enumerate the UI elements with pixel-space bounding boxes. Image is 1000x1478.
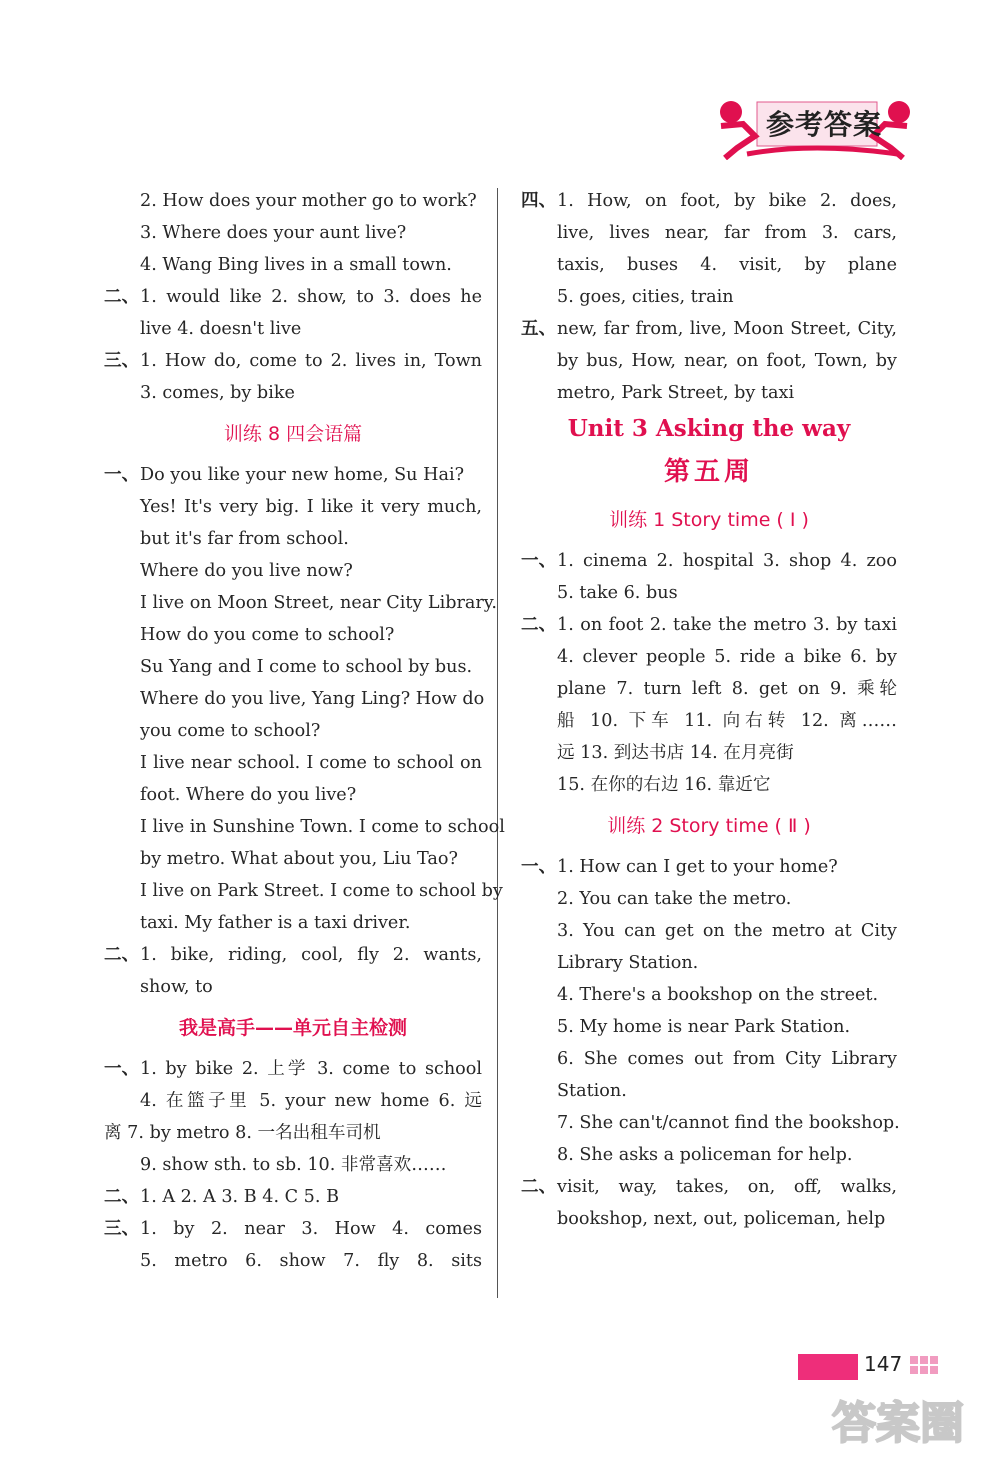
watermark-text: 答案圈	[832, 1398, 964, 1449]
section-marker: 一、	[104, 1058, 140, 1079]
answer-line	[104, 683, 485, 715]
answer-text: Station.	[557, 1081, 627, 1101]
answer-line	[104, 345, 482, 377]
section-heading: 训练 8 四会语篇	[223, 423, 363, 445]
answer-text: plane 7. turn left 8. get on 9. 乘轮	[557, 679, 897, 699]
answer-text: foot. Where do you live?	[140, 785, 357, 805]
answer-text: 4. clever people 5. ride a bike 6. by	[557, 647, 897, 667]
answer-line	[104, 1085, 482, 1117]
page-decoration-square	[930, 1366, 938, 1374]
answer-line	[521, 249, 897, 281]
cartoon-figure-right-icon	[888, 101, 910, 123]
section-marker: 二、	[521, 1176, 557, 1197]
answer-line	[521, 705, 897, 737]
answer-text: 5. take 6. bus	[557, 583, 678, 603]
section-marker: 五、	[521, 318, 557, 339]
answer-text: 1. How, on foot, by bike 2. does,	[557, 191, 897, 211]
answer-text: 1. How do, come to 2. lives in, Town	[140, 351, 482, 371]
answer-text: I live on Moon Street, near City Library.	[140, 593, 497, 613]
answer-line	[521, 979, 897, 1011]
section-marker: 四、	[521, 190, 557, 211]
answer-line	[104, 747, 482, 779]
section-marker: 一、	[521, 550, 557, 571]
answer-text: 1. cinema 2. hospital 3. shop 4. zoo	[557, 551, 897, 571]
answer-text: new, far from, live, Moon Street, City,	[557, 319, 897, 339]
answer-line	[521, 1171, 897, 1203]
answer-line	[521, 641, 897, 673]
section-marker: 一、	[104, 464, 140, 485]
answer-line	[521, 185, 897, 217]
answer-line	[104, 249, 482, 281]
page-decoration-square	[910, 1366, 918, 1374]
answer-line	[521, 883, 897, 915]
unit-title: Unit 3 Asking the way	[567, 415, 851, 442]
answer-line	[521, 577, 897, 609]
answer-text: 1. would like 2. show, to 3. does he	[140, 287, 482, 307]
answer-line	[104, 377, 482, 409]
answer-line	[104, 523, 482, 555]
answer-line	[104, 459, 482, 491]
answer-line	[521, 345, 897, 377]
page-header-title: 参考答案	[766, 108, 883, 141]
answer-line	[104, 1181, 482, 1213]
answer-text: Su Yang and I come to school by bus.	[140, 657, 473, 677]
answer-line	[104, 185, 482, 217]
page-number: 147	[864, 1352, 903, 1376]
answer-line	[104, 587, 497, 619]
answer-line	[104, 939, 482, 971]
answer-text: 4. 在篮子里 5. your new home 6. 远	[140, 1091, 482, 1111]
cartoon-figure-left-icon	[720, 101, 742, 123]
answer-line	[521, 1107, 900, 1139]
page-decoration-square	[930, 1356, 938, 1364]
answer-line	[104, 491, 482, 523]
answer-line	[521, 609, 897, 641]
answer-text: How do you come to school?	[140, 625, 395, 645]
answer-text: metro, Park Street, by taxi	[557, 383, 795, 403]
answer-line	[104, 1245, 482, 1277]
answer-line	[104, 1213, 482, 1245]
left-column	[104, 185, 505, 1277]
answer-line	[104, 555, 482, 587]
answer-text: 离 7. by metro 8. 一名出租车司机	[104, 1123, 381, 1143]
week-title: 第五周	[663, 457, 754, 487]
answer-line	[521, 545, 897, 577]
answer-line	[104, 843, 482, 875]
answer-text: I live in Sunshine Town. I come to school	[140, 817, 505, 837]
answer-line	[521, 915, 897, 947]
answer-text: you come to school?	[140, 721, 321, 741]
answer-line	[521, 1075, 897, 1107]
answer-text: by bus, How, near, on foot, Town, by	[557, 351, 897, 371]
answer-line	[521, 851, 897, 883]
answer-text: bookshop, next, out, policeman, help	[557, 1209, 886, 1229]
answer-text: Where do you live now?	[140, 561, 353, 581]
answer-text: 15. 在你的右边 16. 靠近它	[557, 775, 771, 795]
section-heading: 训练 1 Story time ( Ⅰ )	[609, 509, 809, 531]
answer-line	[104, 217, 482, 249]
answer-line	[521, 313, 897, 345]
answer-text: 2. How does your mother go to work?	[140, 191, 477, 211]
answer-text: taxi. My father is a taxi driver.	[140, 913, 411, 933]
answer-line	[104, 715, 482, 747]
answer-text: show, to	[140, 977, 213, 997]
answer-text: 9. show sth. to sb. 10. 非常喜欢……	[140, 1155, 447, 1175]
answer-text: 1. A 2. A 3. B 4. C 5. B	[140, 1187, 339, 1207]
answer-line	[521, 673, 897, 705]
answer-text: 1. on foot 2. take the metro 3. by taxi	[557, 615, 897, 635]
answer-text: Where do you live, Yang Ling? How do	[140, 689, 485, 709]
answer-text: 3. You can get on the metro at City	[557, 921, 897, 941]
section-marker: 三、	[104, 1218, 140, 1239]
section-marker: 二、	[104, 944, 140, 965]
answer-line	[521, 737, 897, 769]
answer-line	[521, 1011, 897, 1043]
answer-text: 5. metro 6. show 7. fly 8. sits	[140, 1251, 482, 1271]
answer-text: 6. She comes out from City Library	[557, 1049, 897, 1069]
answer-line	[104, 971, 482, 1003]
answer-text: 1. by bike 2. 上学 3. come to school	[140, 1059, 482, 1079]
answer-line	[104, 651, 482, 683]
answer-text: 1. How can I get to your home?	[557, 857, 838, 877]
watermark-logo	[800, 1388, 996, 1474]
answer-text: taxis, buses 4. visit, by plane	[557, 255, 897, 275]
answer-text: I live on Park Street. I come to school by	[140, 881, 503, 901]
answer-text: 1. bike, riding, cool, fly 2. wants,	[140, 945, 482, 965]
answer-line	[104, 1117, 482, 1149]
answer-line	[521, 769, 897, 801]
answer-line	[104, 875, 503, 907]
answer-text: live, lives near, far from 3. cars,	[557, 223, 897, 243]
answer-line	[521, 217, 897, 249]
answer-line	[521, 1139, 897, 1171]
section-marker: 二、	[104, 286, 140, 307]
answer-text: live 4. doesn't live	[140, 319, 302, 339]
answer-text: 3. Where does your aunt live?	[140, 223, 407, 243]
answer-line	[521, 1043, 897, 1075]
section-heading: 训练 2 Story time ( Ⅱ )	[607, 815, 811, 837]
section-marker: 二、	[104, 1186, 140, 1207]
answer-line	[104, 1149, 482, 1181]
answer-text: visit, way, takes, on, off, walks,	[557, 1177, 897, 1197]
answer-text: 3. comes, by bike	[140, 383, 295, 403]
answer-text: 5. My home is near Park Station.	[557, 1017, 851, 1037]
answer-text: 5. goes, cities, train	[557, 287, 734, 307]
answer-text: Yes! It's very big. I like it very much,	[140, 497, 482, 517]
answer-text: 4. Wang Bing lives in a small town.	[140, 255, 452, 275]
answer-text: 远 13. 到达书店 14. 在月亮街	[557, 743, 794, 763]
answer-line	[521, 281, 897, 313]
answer-line	[104, 1053, 482, 1085]
answer-line	[104, 313, 482, 345]
section-heading: 我是高手——单元自主检测	[178, 1017, 407, 1039]
section-marker: 一、	[521, 856, 557, 877]
answer-text: 1. by 2. near 3. How 4. comes	[140, 1219, 482, 1239]
page-number-bar	[798, 1354, 858, 1380]
answer-text: 8. She asks a policeman for help.	[557, 1145, 853, 1165]
answer-text: 2. You can take the metro.	[557, 889, 792, 909]
answer-text: but it's far from school.	[140, 529, 349, 549]
answer-line	[104, 907, 482, 939]
page-decoration-square	[920, 1356, 928, 1364]
answer-text: 7. She can't/cannot find the bookshop.	[557, 1113, 900, 1133]
answer-text: 船 10. 下车 11. 向右转 12. 离……	[557, 711, 897, 731]
answer-text: I live near school. I come to school on	[140, 753, 482, 773]
answer-line	[104, 619, 482, 651]
answer-text: Do you like your new home, Su Hai?	[140, 465, 464, 485]
right-column	[521, 185, 900, 1235]
answer-line	[521, 377, 897, 409]
section-marker: 三、	[104, 350, 140, 371]
answer-line	[104, 779, 482, 811]
answer-text: 4. There's a bookshop on the street.	[557, 985, 879, 1005]
answer-line	[521, 1203, 897, 1235]
answer-text: Library Station.	[557, 953, 699, 973]
page-decoration-square	[910, 1356, 918, 1364]
answer-text: by metro. What about you, Liu Tao?	[140, 849, 458, 869]
answer-line	[104, 281, 482, 313]
answer-line	[104, 811, 505, 843]
answer-line	[521, 947, 897, 979]
column-divider	[497, 188, 498, 1298]
section-marker: 二、	[521, 614, 557, 635]
page-decoration-square	[920, 1366, 928, 1374]
